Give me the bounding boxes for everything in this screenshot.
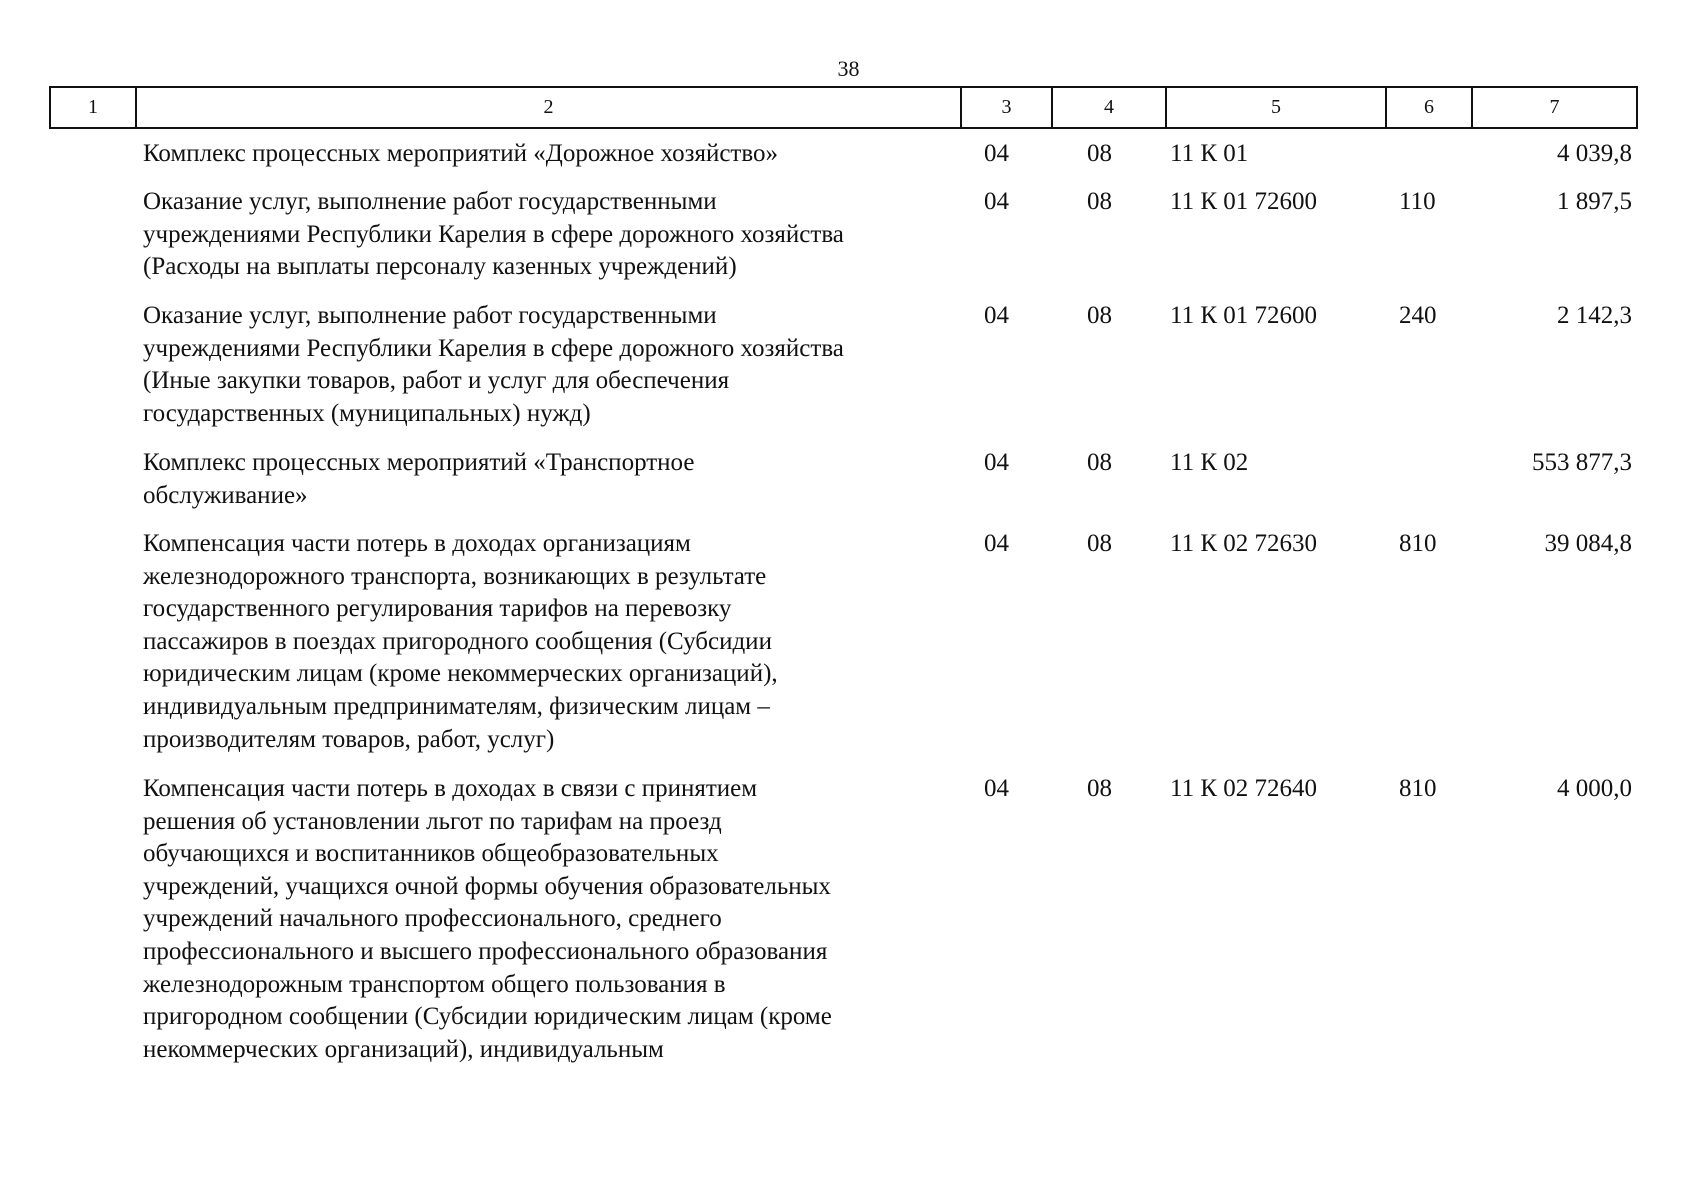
row-amount: 4 039,8 <box>1557 140 1632 167</box>
row-name-line: железнодорожного транспорта, возникающих в результате <box>143 562 767 590</box>
header-col-7: 7 <box>1549 96 1560 118</box>
row-name-line: государственных (муниципальных) нужд) <box>143 399 591 427</box>
row-name-line: учреждениями Республики Карелия в сфере дорожного хозяйства <box>143 220 844 248</box>
row-expense-type: 240 <box>1399 302 1437 329</box>
row-name-line: учреждений, учащихся очной формы обучения образовательных <box>143 872 831 900</box>
row-subsection: 08 <box>1087 140 1112 167</box>
row-name-line: государственного регулирования тарифов на перевозку <box>143 595 732 623</box>
row-name-line: Оказание услуг, выполнение работ государственными <box>143 302 717 329</box>
row-target-article: 11 К 01 <box>1170 140 1249 167</box>
page-number: 38 <box>837 56 860 81</box>
row-expense-type: 810 <box>1399 775 1437 802</box>
header-col-2: 2 <box>137 88 962 127</box>
row-amount: 1 897,5 <box>1557 188 1632 215</box>
row-target-article: 11 К 01 72600 <box>1170 302 1317 329</box>
row-subsection: 08 <box>1087 775 1112 802</box>
row-amount: 2 142,3 <box>1557 302 1632 329</box>
row-name-line: профессионального и высшего профессионального образования <box>143 937 828 965</box>
row-subsection: 08 <box>1087 530 1112 557</box>
row-name-line: пассажиров в поездах пригородного сообщения (Субсидии <box>143 627 772 655</box>
row-section: 04 <box>984 775 1009 802</box>
header-col-1: 1 <box>51 88 137 127</box>
row-name-line: обслуживание» <box>143 481 308 509</box>
row-name-line: Комплекс процессных мероприятий «Дорожное хозяйство» <box>143 140 778 167</box>
row-name-line: учреждениями Республики Карелия в сфере дорожного хозяйства <box>143 334 844 362</box>
row-target-article: 11 К 01 72600 <box>1170 188 1317 215</box>
header-col-5: 5 <box>1167 88 1387 127</box>
row-name-line: обучающихся и воспитанников общеобразовательных <box>143 840 719 868</box>
row-name <box>143 528 953 756</box>
row-name <box>143 300 953 430</box>
row-name-line: решения об установлении льгот по тарифам на проезд <box>143 807 722 835</box>
row-subsection: 08 <box>1087 302 1112 329</box>
row-name-line: индивидуальным предпринимателям, физическим лицам – <box>143 692 770 720</box>
row-name-line: (Иные закупки товаров, работ и услуг для обеспечения <box>143 367 730 395</box>
row-name-line: Компенсация части потерь в доходах организациям <box>143 530 691 557</box>
header-col-6: 6 <box>1387 88 1473 127</box>
row-name <box>143 447 953 512</box>
row-name-line: пригородном сообщении (Субсидии юридическим лицам (кроме <box>143 1003 832 1031</box>
row-section: 04 <box>984 188 1009 215</box>
row-section: 04 <box>984 530 1009 557</box>
row-amount: 553 877,3 <box>1532 449 1632 476</box>
row-name-line: Комплекс процессных мероприятий «Транспортное <box>143 449 695 476</box>
row-section: 04 <box>984 449 1009 476</box>
row-subsection: 08 <box>1087 188 1112 215</box>
row-name <box>143 138 953 171</box>
row-name <box>143 773 953 1066</box>
row-expense-type: 810 <box>1399 530 1437 557</box>
row-name-line: учреждений начального профессионального, среднего <box>143 905 722 933</box>
row-name <box>143 186 953 284</box>
row-subsection: 08 <box>1087 449 1112 476</box>
row-name-line: (Расходы на выплаты персоналу казенных учреждений) <box>143 253 737 281</box>
row-name-line: юридическим лицам (кроме некоммерческих организаций), <box>143 660 778 688</box>
row-name-line: железнодорожным транспортом общего пользования в <box>143 970 726 998</box>
row-name-line: некоммерческих организаций), индивидуальным <box>143 1035 664 1063</box>
header-col-4: 4 <box>1053 88 1167 127</box>
row-amount: 4 000,0 <box>1557 775 1632 802</box>
row-target-article: 11 К 02 72640 <box>1170 775 1317 802</box>
row-amount: 39 084,8 <box>1544 530 1632 557</box>
row-section: 04 <box>984 140 1009 167</box>
row-expense-type: 110 <box>1399 188 1436 215</box>
row-target-article: 11 К 02 72630 <box>1170 530 1317 557</box>
row-name-line: Компенсация части потерь в доходах в связи с принятием <box>143 775 758 802</box>
row-name-line: производителям товаров, работ, услуг) <box>143 725 555 753</box>
row-section: 04 <box>984 302 1009 329</box>
row-name-line: Оказание услуг, выполнение работ государственными <box>143 188 717 215</box>
row-target-article: 11 К 02 <box>1170 449 1249 476</box>
table-header <box>49 86 1638 129</box>
header-col-3: 3 <box>962 88 1053 127</box>
